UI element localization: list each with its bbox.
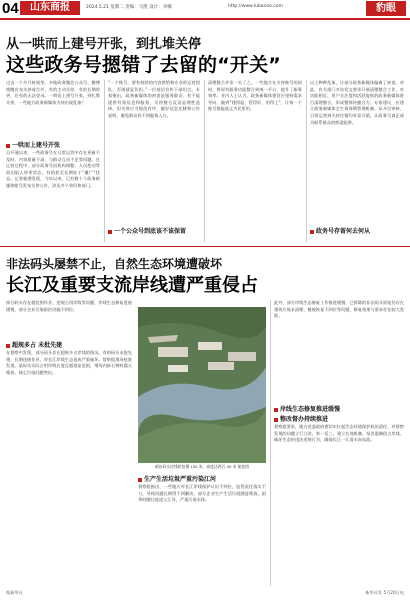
article1-col3: 清理整合并非一关了之。一些地方在关停账号的同时，将原有服务功能整合到统一平台，提升了服务效率。业内人士认为，政务新媒体建设应坚持需求导向，做到“建得起、管得好、用得上”，让每一个账号都能真正为民所用。 (208, 80, 302, 112)
site-url[interactable]: http://www.lubanoo.com (228, 4, 283, 9)
article1-headline: 这些政务号摁错了去留的“开关” (6, 54, 281, 76)
bullet-square-icon (6, 144, 10, 148)
aerial-photo (138, 307, 266, 463)
article2-kicker: 非法码头屡禁不止，自然生态环境遭破坏 (6, 257, 223, 271)
column-divider (306, 80, 307, 242)
article1-kicker: 从一哄而上建号开张，到扎堆关停 (6, 37, 202, 52)
article2-col3: 此外，部分岸线生态修复工作推进缓慢，已拆除的非法码头原址仍存在建筑垃圾未清理、植被恢复不到位等问题，修复效果与要求存在较大差距。 (274, 300, 404, 319)
footer-source: 据新华社 (6, 590, 23, 595)
article2-col1: 在督察中发现，部分码头存在超规多占岸线的情况，有的码头未批先建，长期违规作业，对长江岸线生态造成严重破坏。督察组现场检查发现，某码头实际占用岸线长度远超批复范围，堆场内砂石物料露天堆放，扬尘污染问题突出。 (6, 350, 132, 375)
article1-lead: 过去一个多月时间里，多地政务微信公众号、微博相继宣布关停或合并，有的主动关停，有的长期停更，还有的无法登录。一哄而上建号开张，到扎堆关停，一些地方政务新媒体为何出现乱象？ (6, 80, 100, 105)
article1-subhead-2: 一个公众号到底该不该保留 (108, 226, 186, 235)
article1-subhead-3: 政务号存留何去何从 (310, 226, 370, 235)
column-divider (270, 300, 271, 586)
header-rule (0, 18, 410, 20)
paper-name: 山东商报 (20, 1, 80, 15)
article1-col1: 自开通以来，一些政务号在日常运营中存在更新不及时、内容质量不高、与群众互动不足等问题。在运营过程中，部分政务号因机构调整、人员变动等原因陷入停更状态，有的甚至长期处于“僵尸”状态。记者梳理发现，今年以来，已有数十个政务新媒体账号发布关停公告，涉及多个省份和部门。 (6, 150, 100, 188)
bullet-square-icon (274, 408, 278, 412)
article2-subhead-1: 超规多占 未批先建 (6, 340, 62, 349)
bullet-square-icon (310, 230, 314, 234)
article1-col4: 以上种种乱象，让部分政务新媒体偏离了初衷。对此，有关部门多次发文要求开展清理整合工作，对功能相近、用户关注度和活跃度低的政务新媒体进行清理整合，形成整体传播合力。专家建议，应建立政务新媒体全生命周期管理机制，从开设审核、日常运营到关停注销均有章可循，让政务号真正成为联系群众的桥梁纽带。 (310, 80, 404, 125)
section-rule (0, 246, 410, 247)
column-divider (204, 80, 205, 242)
article2-lead: 部分码头存在超范围作业、违规占用岸线等问题，岸线生态修复进展缓慢，部分企业污染防治设施不到位。 (6, 300, 132, 312)
article2-subhead-4: 整改督办持续推进 (274, 414, 328, 423)
page-header (0, 0, 410, 18)
article2-headline: 长江及重要支流岸线遭严重侵占 (6, 275, 258, 296)
issue-meta: 2024.5.21 星期二 责编：马凯 设计：李娜 (86, 5, 172, 10)
article2-col2: 督察组指出，一些地方对长江岸线保护认识不到位，监管责任落实不力，导致问题长期得不到解决。部分企业生产生活垃圾随意堆放，雨季时随径流进入江河，严重污染水体。 (138, 484, 266, 503)
photo-caption: 暗访码头岸线时拍摄 150 米、高度达两百 40 米 航拍图 (154, 464, 250, 469)
aerial-photo-image (138, 307, 266, 463)
footer-credit: 新华社发 5月20日电 (365, 590, 404, 595)
bullet-square-icon (6, 344, 10, 348)
page-number: 04 (2, 0, 19, 17)
article1-subhead-1: 一哄而上建号开张 (6, 140, 60, 149)
bullet-square-icon (108, 230, 112, 234)
article2-subhead-3: 岸线生态修复推进缓慢 (274, 404, 340, 413)
section-brand: 豹眼 (366, 1, 406, 16)
article2-col4: 督察组要求，地方党委政府要切实扛起生态环境保护政治责任，对督察发现的问题立行立改，举一反三，建立长效机制，坚决遏制侵占岸线、破坏生态的违法违规行为，确保长江一江清水向东流。 (274, 424, 404, 443)
article2-subhead-2: 生产生活垃圾严重污染江河 (138, 474, 216, 483)
column-divider (104, 80, 105, 242)
bullet-square-icon (274, 418, 278, 422)
bullet-square-icon (138, 478, 142, 482)
article1-col2: “一个账号，要有持续的内容供给和专业的运营团队，否则就是负担。”一位基层宣传干部坦言。专家指出，政务新媒体的初衷是服务群众，若不能提供有效信息和服务，关停整合反而是理性选择。但关停应当规范有序，做好信息迁移和公告说明，避免群众找不到服务入口。 (108, 80, 200, 118)
